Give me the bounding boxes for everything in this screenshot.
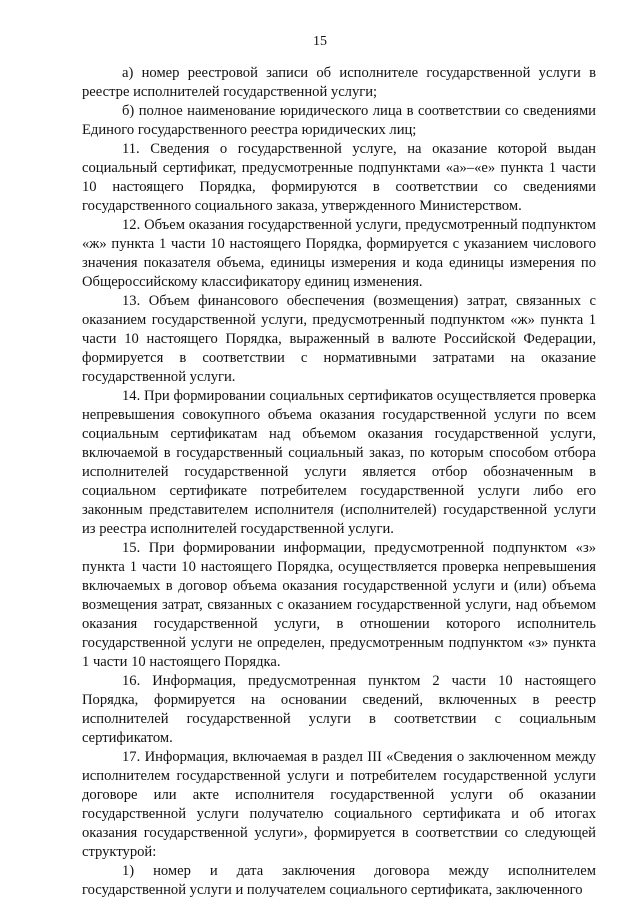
paragraph-15: 15. При формировании информации, предусмотренной подпунктом «з» пункта 1 части 10 настоящего Порядка, осуществляется проверка непревышения включаемых в договор объема оказания государственной услуги и (или) объема возмещения затрат, связанных с оказанием государственной услуги, над объемом оказания государственной услуги, в отношении которого исполнитель государственной услуги не определен, предусмотренным подпунктом «з» пункта 1 части 10 настоящего Порядка. [82, 540, 596, 670]
paragraph-14: 14. При формировании социальных сертификатов осуществляется проверка непревышения совокупного объема оказания государственной услуги по всем социальным сертификатам над объемом оказания государственной услуги, включаемой в государственный социальный заказ, по которым способом отбора исполнителей государственной услуги является отбор обозначенным в социальном сертификате потребителем государственной услуги либо его законным представителем исполнителя (исполнителей) государственной услуги из реестра исполнителей государственной услуги. [82, 388, 596, 537]
paragraph-17: 17. Информация, включаемая в раздел III «Сведения о заключенном между исполнителем государственной услуги и потребителем государственной услуги договоре или акте исполнителя государственной услуги об оказании государственной услуги получателю социального сертификата и об итогах оказания государственной услуги», формируется в соответствии со следующей структурой: [82, 749, 596, 860]
paragraph-13: 13. Объем финансового обеспечения (возмещения) затрат, связанных с оказанием государственной услуги, предусмотренный подпунктом «ж» пункта 1 части 10 настоящего Порядка, выраженный в валюте Российской Федерации, формируется в соответствии с нормативными затратами на оказание государственной услуги. [82, 293, 596, 385]
paragraph-12: 12. Объем оказания государственной услуги, предусмотренный подпунктом «ж» пункта 1 части 10 настоящего Порядка, формируется с указанием числового значения показателя объема, единицы измерения и кода единицы измерения по Общероссийскому классификатору единиц изменения. [82, 217, 596, 290]
paragraph-item-a: а) номер реестровой записи об исполнителе государственной услуги в реестре исполнителей государственной услуги; [82, 65, 596, 100]
page-number: 15 [313, 34, 327, 49]
paragraph-17-item-1: 1) номер и дата заключения договора между исполнителем государственной услуги и получателем социального сертификата, заключенного [82, 863, 596, 898]
paragraph-11: 11. Сведения о государственной услуге, на оказание которой выдан социальный сертификат, предусмотренные подпунктами «а»–«е» пункта 1 части 10 настоящего Порядка, формируются в соответствии со сведениями государственного социального заказа, утвержденного Министерством. [82, 141, 596, 214]
document-body [82, 64, 596, 900]
paragraph-16: 16. Информация, предусмотренная пунктом 2 части 10 настоящего Порядка, формируется на основании сведений, включенных в реестр исполнителей государственной услуги в соответствии с социальным сертификатом. [82, 673, 596, 746]
paragraph-item-b: б) полное наименование юридического лица в соответствии со сведениями Единого государственного реестра юридических лиц; [82, 103, 596, 138]
